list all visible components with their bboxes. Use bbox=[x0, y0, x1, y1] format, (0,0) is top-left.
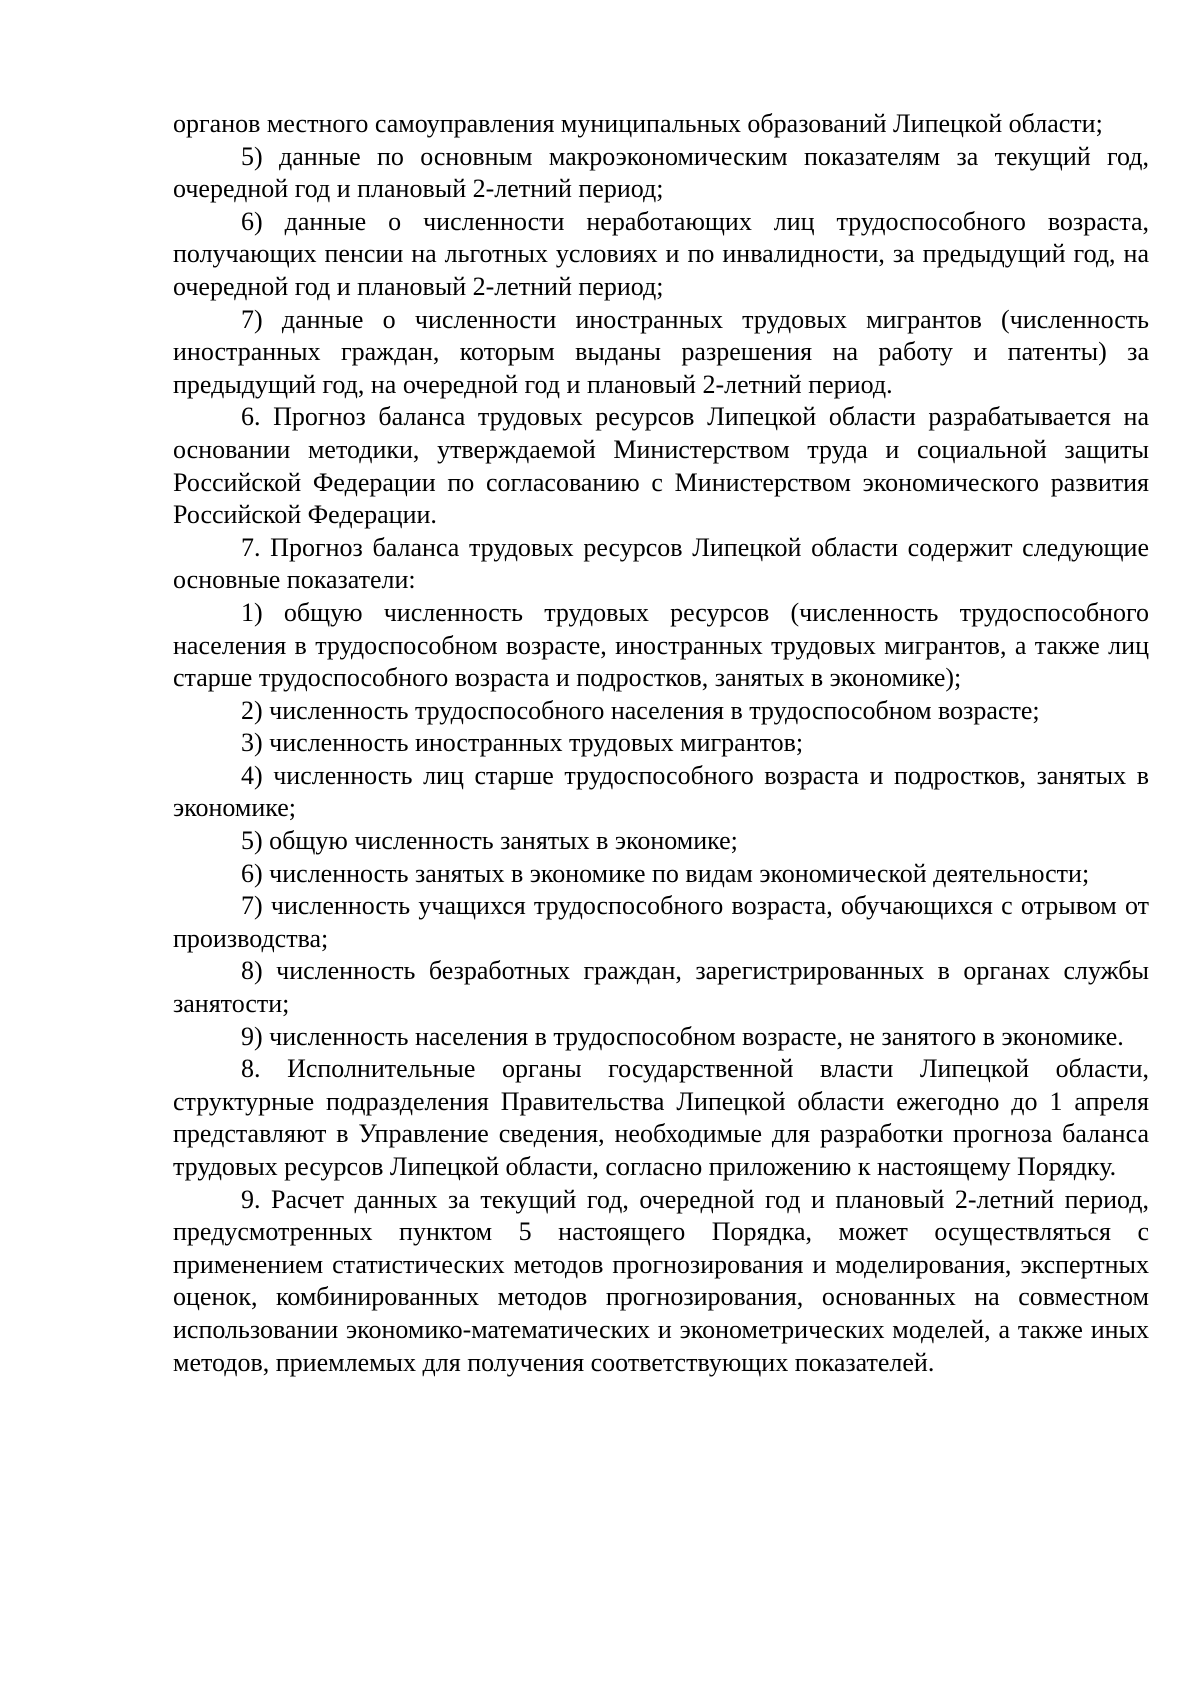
paragraph-item-7-migrants: 7) данные о численности иностранных трудовых мигрантов (численность иностранных граждан, которым выданы разрешения на работу и патенты) за предыдущий год, на очередной год и плановый 2-летний период. bbox=[173, 304, 1149, 399]
paragraph-clause-7: 7. Прогноз баланса трудовых ресурсов Липецкой области содержит следующие основные показатели: bbox=[173, 532, 1149, 595]
paragraph-item-5-macro: 5) данные по основным макроэкономическим показателям за текущий год, очередной год и плановый 2-летний период; bbox=[173, 141, 1149, 204]
document-page bbox=[173, 108, 1149, 1379]
paragraph-indicator-1: 1) общую численность трудовых ресурсов (численность трудоспособного населения в трудоспособном возрасте, иностранных трудовых мигрантов, а также лиц старше трудоспособного возраста и подростков, занятых в экономике); bbox=[173, 597, 1149, 693]
paragraph-continuation: органов местного самоуправления муниципальных образований Липецкой области; bbox=[173, 109, 1103, 138]
paragraph-indicator-3: 3) численность иностранных трудовых мигрантов; bbox=[241, 728, 804, 758]
paragraph-indicator-6: 6) численность занятых в экономике по видам экономической деятельности; bbox=[241, 858, 1090, 888]
paragraph-clause-6: 6. Прогноз баланса трудовых ресурсов Липецкой области разрабатывается на основании методики, утверждаемой Министерством труда и социальной защиты Российской Федерации по согласованию с Министерством экономического развития Российской Федерации. bbox=[173, 402, 1149, 530]
paragraph-indicator-9: 9) численность населения в трудоспособном возрасте, не занятого в экономике. bbox=[241, 1021, 1124, 1051]
paragraph-clause-8: 8. Исполнительные органы государственной власти Липецкой области, структурные подразделения Правительства Липецкой области ежегодно до 1 апреля представляют в Управление сведения, необходимые для разработки прогноза баланса трудовых ресурсов Липецкой области, согласно приложению к настоящему Порядку. bbox=[173, 1054, 1149, 1181]
paragraph-indicator-7: 7) численность учащихся трудоспособного возраста, обучающихся с отрывом от производства; bbox=[173, 891, 1149, 953]
paragraph-indicator-4: 4) численность лиц старше трудоспособного возраста и подростков, занятых в экономике; bbox=[173, 760, 1149, 823]
paragraph-clause-9: 9. Расчет данных за текущий год, очередной год и плановый 2-летний период, предусмотренных пунктом 5 настоящего Порядка, может осуществляться с применением статистических методов прогнозирования и моделирования, экспертных оценок, комбинированных методов прогнозирования, основанных на совместном использовании экономико-математических и эконометрических моделей, а также иных методов, приемлемых для получения соответствующих показателей. bbox=[173, 1184, 1149, 1377]
paragraph-item-6-pensioners: 6) данные о численности неработающих лиц трудоспособного возраста, получающих пенсии на льготных условиях и по инвалидности, за предыдущий год, на очередной год и плановый 2-летний период; bbox=[173, 206, 1149, 301]
paragraph-indicator-2: 2) численность трудоспособного населения в трудоспособном возрасте; bbox=[241, 695, 1040, 725]
paragraph-indicator-8: 8) численность безработных граждан, зарегистрированных в органах службы занятости; bbox=[173, 956, 1149, 1019]
paragraph-indicator-5: 5) общую численность занятых в экономике; bbox=[241, 826, 738, 856]
